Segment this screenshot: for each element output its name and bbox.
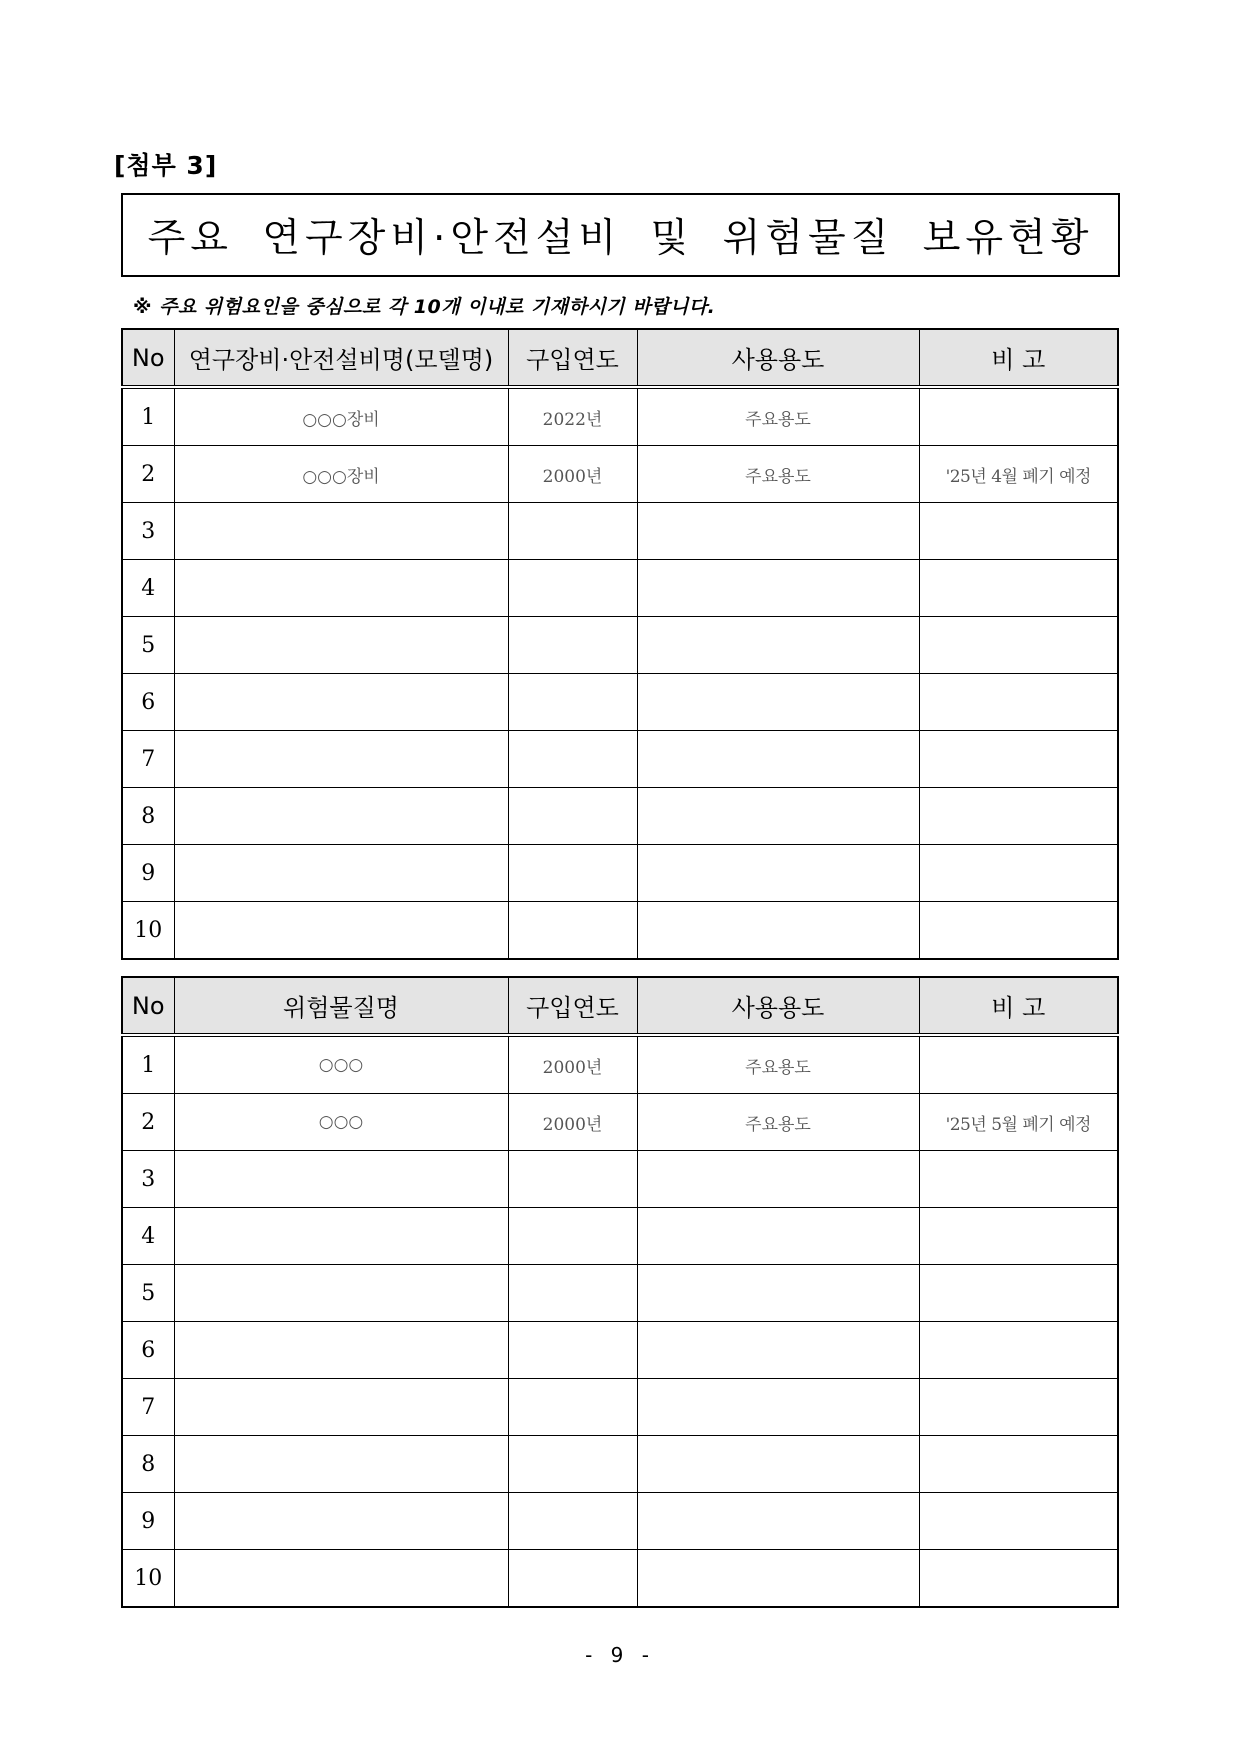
- cell-no: 1: [122, 1035, 174, 1094]
- cell-name: [174, 1151, 508, 1208]
- cell-no: 1: [122, 387, 174, 446]
- document-title: 주요 연구장비·안전설비 및 위험물질 보유현황: [147, 216, 1094, 261]
- cell-usage: [637, 902, 919, 960]
- cell-year: [508, 1550, 637, 1608]
- header-no: No: [122, 977, 174, 1035]
- cell-usage: [637, 731, 919, 788]
- cell-year: [508, 1493, 637, 1550]
- cell-no: 7: [122, 1379, 174, 1436]
- cell-usage: [637, 503, 919, 560]
- equipment-table: [121, 328, 1119, 960]
- cell-no: 5: [122, 617, 174, 674]
- cell-name: [174, 1550, 508, 1608]
- cell-name: [174, 1436, 508, 1493]
- table-row: [122, 1035, 1118, 1094]
- table-header-row: [122, 977, 1118, 1035]
- cell-remark: [919, 1035, 1118, 1094]
- table-row: [122, 1436, 1118, 1493]
- cell-usage: [637, 617, 919, 674]
- header-remarks: 비 고: [919, 329, 1118, 387]
- cell-no: 2: [122, 446, 174, 503]
- cell-remark: [919, 503, 1118, 560]
- cell-year: [508, 1208, 637, 1265]
- cell-usage: [637, 1379, 919, 1436]
- cell-remark: [919, 1322, 1118, 1379]
- cell-name: [174, 1379, 508, 1436]
- cell-remark: '25년 5월 폐기 예정: [919, 1094, 1118, 1151]
- cell-name: ○○○장비: [174, 387, 508, 446]
- cell-year: [508, 1265, 637, 1322]
- cell-year: 2022년: [508, 387, 637, 446]
- cell-remark: [919, 1208, 1118, 1265]
- table-row: [122, 617, 1118, 674]
- cell-usage: 주요용도: [637, 1094, 919, 1151]
- cell-year: [508, 560, 637, 617]
- cell-year: 2000년: [508, 446, 637, 503]
- cell-remark: [919, 1493, 1118, 1550]
- cell-name: ○○○: [174, 1094, 508, 1151]
- cell-no: 6: [122, 1322, 174, 1379]
- cell-usage: [637, 1151, 919, 1208]
- cell-usage: [637, 1550, 919, 1608]
- table-row: [122, 503, 1118, 560]
- cell-remark: [919, 1379, 1118, 1436]
- cell-year: [508, 902, 637, 960]
- cell-name: [174, 1265, 508, 1322]
- header-remarks: 비 고: [919, 977, 1118, 1035]
- cell-remark: [919, 1151, 1118, 1208]
- table-row: [122, 560, 1118, 617]
- cell-name: [174, 560, 508, 617]
- table-row: [122, 1094, 1118, 1151]
- cell-no: 8: [122, 788, 174, 845]
- table-row: [122, 446, 1118, 503]
- table-row: [122, 1265, 1118, 1322]
- header-equipment-name: 연구장비·안전설비명(모델명): [174, 329, 508, 387]
- cell-no: 3: [122, 1151, 174, 1208]
- table-row: [122, 1550, 1118, 1608]
- cell-remark: [919, 788, 1118, 845]
- table-row: [122, 387, 1118, 446]
- table-row: [122, 1151, 1118, 1208]
- header-usage: 사용용도: [637, 977, 919, 1035]
- cell-no: 10: [122, 902, 174, 960]
- header-hazmat-name: 위험물질명: [174, 977, 508, 1035]
- cell-no: 9: [122, 1493, 174, 1550]
- cell-name: ○○○: [174, 1035, 508, 1094]
- cell-year: [508, 731, 637, 788]
- cell-year: [508, 503, 637, 560]
- cell-usage: 주요용도: [637, 446, 919, 503]
- cell-usage: [637, 1208, 919, 1265]
- cell-no: 7: [122, 731, 174, 788]
- cell-no: 4: [122, 1208, 174, 1265]
- cell-year: [508, 845, 637, 902]
- cell-usage: [637, 560, 919, 617]
- cell-name: [174, 674, 508, 731]
- hazmat-table: [121, 976, 1119, 1608]
- cell-remark: [919, 387, 1118, 446]
- cell-year: 2000년: [508, 1094, 637, 1151]
- cell-name: [174, 617, 508, 674]
- cell-year: [508, 1379, 637, 1436]
- cell-year: [508, 617, 637, 674]
- cell-usage: [637, 1493, 919, 1550]
- cell-year: [508, 1151, 637, 1208]
- cell-remark: [919, 845, 1118, 902]
- cell-year: 2000년: [508, 1035, 637, 1094]
- cell-name: ○○○장비: [174, 446, 508, 503]
- cell-name: [174, 1322, 508, 1379]
- cell-usage: 주요용도: [637, 387, 919, 446]
- cell-year: [508, 788, 637, 845]
- table-row: [122, 674, 1118, 731]
- cell-name: [174, 1493, 508, 1550]
- cell-no: 4: [122, 560, 174, 617]
- table-row: [122, 845, 1118, 902]
- table-row: [122, 1322, 1118, 1379]
- header-purchase-year: 구입연도: [508, 977, 637, 1035]
- cell-name: [174, 902, 508, 960]
- cell-no: 3: [122, 503, 174, 560]
- cell-remark: [919, 560, 1118, 617]
- cell-remark: [919, 1265, 1118, 1322]
- cell-remark: [919, 674, 1118, 731]
- cell-usage: [637, 1265, 919, 1322]
- instruction-note: ※ 주요 위험요인을 중심으로 각 10개 이내로 기재하시기 바랍니다.: [133, 296, 716, 318]
- table-header-row: [122, 329, 1118, 387]
- header-purchase-year: 구입연도: [508, 329, 637, 387]
- header-usage: 사용용도: [637, 329, 919, 387]
- cell-name: [174, 845, 508, 902]
- cell-no: 2: [122, 1094, 174, 1151]
- table-row: [122, 1493, 1118, 1550]
- cell-name: [174, 503, 508, 560]
- cell-remark: [919, 617, 1118, 674]
- attachment-label: [첨부 3]: [114, 151, 218, 180]
- cell-remark: [919, 1550, 1118, 1608]
- table-row: [122, 731, 1118, 788]
- table-row: [122, 902, 1118, 960]
- header-no: No: [122, 329, 174, 387]
- cell-remark: [919, 731, 1118, 788]
- cell-no: 10: [122, 1550, 174, 1608]
- cell-name: [174, 731, 508, 788]
- cell-remark: '25년 4월 폐기 예정: [919, 446, 1118, 503]
- cell-usage: 주요용도: [637, 1035, 919, 1094]
- page-number: - 9 -: [585, 1643, 655, 1667]
- table-row: [122, 1379, 1118, 1436]
- cell-year: [508, 674, 637, 731]
- cell-year: [508, 1436, 637, 1493]
- cell-year: [508, 1322, 637, 1379]
- cell-name: [174, 788, 508, 845]
- title-box: [121, 193, 1120, 277]
- cell-no: 6: [122, 674, 174, 731]
- cell-remark: [919, 902, 1118, 960]
- table-row: [122, 1208, 1118, 1265]
- cell-usage: [637, 788, 919, 845]
- cell-no: 8: [122, 1436, 174, 1493]
- table-row: [122, 788, 1118, 845]
- cell-no: 9: [122, 845, 174, 902]
- cell-usage: [637, 1322, 919, 1379]
- cell-usage: [637, 845, 919, 902]
- cell-usage: [637, 674, 919, 731]
- cell-no: 5: [122, 1265, 174, 1322]
- cell-remark: [919, 1436, 1118, 1493]
- cell-usage: [637, 1436, 919, 1493]
- cell-name: [174, 1208, 508, 1265]
